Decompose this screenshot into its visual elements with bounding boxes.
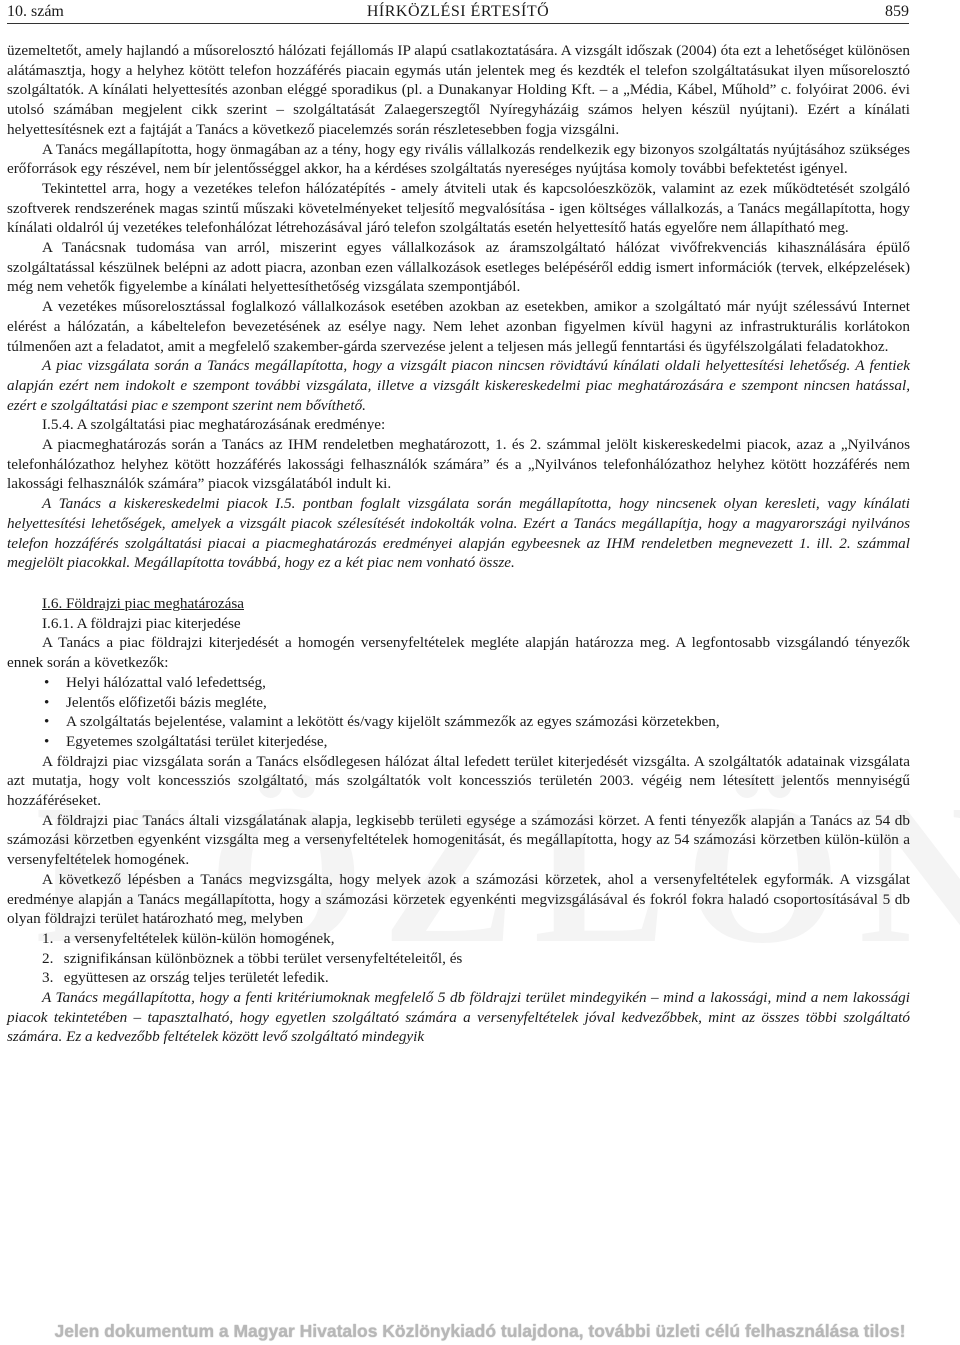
list-item-text: Egyetemes szolgáltatási terület kiterjedése, (66, 732, 328, 750)
paragraph: A Tanács a piac földrajzi kiterjedését a homogén versenyfeltételek megléte alapján határozza meg. A legfontosabb vizsgálandó tényezők ennek során a következők: (7, 634, 910, 672)
copyright-footer: Jelen dokumentum a Magyar Hivatalos Közlönykiadó tulajdona, további üzleti célú felhasználása tilos! (54, 1321, 906, 1341)
list-item-text: Helyi hálózattal való lefedettség, (66, 673, 266, 691)
list-item-text: a versenyfeltételek külön-külön homogének, (63, 929, 335, 947)
numbered-list (7, 929, 910, 988)
bullet-list (7, 673, 910, 752)
paragraph: A vezetékes műsorelosztással foglalkozó vállalkozások esetében azokban az esetekben, amikor a szolgáltató már nyújt szélessávú Internet elérést a hálózatán, a kábeltelefon bevezetésének az esélye nagy. Nem lehet azonban figyelmen kívül hagyni az infrastrukturális korlátokon túlmenően azt a feladatot, amit a megfelelő szakember-gárda szervezése jelent a teljesen más jellegű fenntartási és ügyfélszolgálati feladatokhoz. (7, 298, 910, 355)
list-item (7, 673, 910, 693)
page-header (7, 2, 909, 24)
list-number: 2. (42, 949, 54, 967)
list-item (7, 929, 910, 949)
page-number: 859 (885, 3, 909, 20)
paragraph: Tekintettel arra, hogy a vezetékes telefon hálózatépítés - amely átviteli utak és kapcsolóeszközök, valamint az ezek működtetését szolgáló szoftverek rendszerének magas szintű műszaki követelményeket teljesítő megvalósítása - igen költséges vállalkozás, a Tanács megállapította, hogy kínálati oldalról új vezetékes telefonhálózat létrehozásával járó telefon szolgáltatás esetén helyettesítő hatás egyelőre nem állapítható meg. (7, 179, 910, 237)
section-heading: I.6. Földrajzi piac meghatározása (42, 594, 244, 612)
italic-paragraph: A Tanács a kiskereskedelmi piacok I.5. pontban foglalt vizsgálata során megállapította, hogy nincsenek olyan keresleti, vagy kínálati helyettesítési lehetőségek, amelyek a vizsgált piacok szélesítését indokolták volna. Ezért a Tanács megállapítja, hogy a magyarországi nyilvános telefon hozzáférés szolgáltatási piacai a piacmeghatározás eredményei alapján egybeesnek az IHM rendeletben megnevezett 1. ill. 2. számmal megjelölt piacokkal. Megállapította továbbá, hogy ez a két piac nem vonható össze. (7, 495, 910, 572)
list-number: 1. (42, 929, 54, 947)
journal-title: HÍRKÖZLÉSI ÉRTESÍTŐ (366, 3, 550, 20)
list-item (7, 732, 910, 752)
list-item-text: A szolgáltatás bejelentése, valamint a lekötött és/vagy kijelölt számmezők az egyes számozási körzetekben, (66, 713, 720, 731)
document-body (7, 41, 910, 1047)
issue-number: 10. szám (7, 3, 64, 20)
paragraph: A földrajzi piac Tanács általi vizsgálatának alapja, legkisebb területi egysége a számozási körzet. A fenti tényezők alapján a Tanács az 54 db számozási körzetben egyenként vizsgálta meg a versenyfeltételek homogenitását, és megállapította, hogy az 54 számozási körzetben külön-külön a versenyfeltételek homogének. (7, 811, 910, 869)
subsection-heading: I.6.1. A földrajzi piac kiterjedése (42, 614, 241, 632)
list-item-text: Jelentős előfizetői bázis megléte, (66, 693, 267, 711)
spacer (7, 573, 910, 594)
paragraph: üzemeltetőt, amely hajlandó a műsorelosztó hálózati fejállomás IP alapú csatlakoztatására. A vizsgált időszak (2004) óta ezt a lehetőséget különösen alátámasztja, hogy a helyhez kötött telefon hozzáférés piacain egymás után jelentek meg és kezdték el telefon szolgáltatásukat ilyen műsorelosztó szolgáltatók. A kínálati helyettesítés azonban eléggé sporadikus (pl. a Dunakanyar Holding Kft. – a „Média, Kábel, Műhold” c. folyóirat 2006. évi utolsó számában megjelent cikk szerint – szolgáltatását Zalaegerszegtől Nyíregyházáig számos helyen készül nyújtani). Ezért a kínálati helyettesítésnek ezt a fajtáját a Tanács a következő piacelemzés során részletesebben fogja vizsgálni. (7, 42, 910, 138)
header-divider (7, 23, 909, 24)
paragraph: A földrajzi piac vizsgálata során a Tanács elsődlegesen hálózat által lefedett terület kiterjedését vizsgálta. A szolgáltatók adatainak vizsgálata azt mutatja, hogy volt koncessziós szolgáltató, más szolgáltatók volt koncessziós területén 2003. végéig nem létesített jelentős mennyiségű hozzáféréseket. (7, 752, 910, 810)
list-item (7, 693, 910, 713)
paragraph: A piacmeghatározás során a Tanács az IHM rendeletben meghatározott, 1. és 2. számmal jelölt kiskereskedelmi piacok, azaz a „Nyilvános telefonhálózathoz helyhez kötött hozzáférés lakossági felhasználók számára” és a „Nyilvános telefonhálózathoz helyhez kötött hozzáférés nem lakossági felhasználók számára” piacok vizsgálatából indult ki. (7, 436, 910, 493)
italic-paragraph: A Tanács megállapította, hogy a fenti kritériumoknak megfelelő 5 db földrajzi terület mindegyikén – mind a lakossági, mind a nem lakossági piacok tekintetében – tapasztalható, hogy egyetlen szolgáltató számára a versenyfeltételek jóval kedvezőbbek, mint az összes többi szolgáltató számára. Ez a kedvezőbb feltételek között levő szolgáltató mindegyik (7, 989, 910, 1046)
italic-paragraph: A piac vizsgálata során a Tanács megállapította, hogy a vizsgált piacon nincsen rövidtávú kínálati oldali helyettesítési lehetőség. A fentiek alapján ezért nem indokolt e szempont további vizsgálata, illetve a vizsgált kiskereskedelmi piac meghatározására e szempont nincsen hatással, ezért e szolgáltatási piac e szempont szerint nem bővíthető. (7, 357, 910, 414)
paragraph: A Tanács megállapította, hogy önmagában az a tény, hogy egy rivális vállalkozás rendelkezik egy bizonyos szolgáltatás nyújtásához szükséges erőforrások egy részével, nem bír jelentősséggel akkor, ha a kérdéses szolgáltatás nyereséges nyújtása komoly további befektetést igényel. (7, 140, 910, 178)
subsection-heading: I.5.4. A szolgáltatási piac meghatározásának eredménye: (42, 416, 386, 434)
list-item (7, 712, 910, 732)
list-item-text: szignifikánsan különböznek a többi terület versenyfeltételeitől, és (63, 949, 463, 967)
list-item-text: együttesen az ország teljes területét lefedik. (63, 969, 329, 987)
list-item (7, 949, 910, 969)
list-item (7, 968, 910, 988)
paragraph: A következő lépésben a Tanács megvizsgálta, hogy melyek azok a számozási körzetek, ahol a versenyfeltételek egyformák. A vizsgálat eredménye alapján a Tanács megállapította, hogy a számozási körzetek egyenkénti megvizsgálásával és fokról fokra haladó csoportosításával 5 db olyan földrajzi terület határozható meg, melyben (7, 870, 910, 928)
paragraph: A Tanácsnak tudomása van arról, miszerint egyes vállalkozások az áramszolgáltató hálózat vivőfrekvenciás kihasználására épülő szolgáltatással készülnek belépni az adott piacra, azonban ezen vállalkozások esetleges belépéséről eddig ismert információk (tervek, elképzelések) még nem vehetők figyelembe a kínálati helyettesíthetőség vizsgálata szempontjából. (7, 239, 910, 296)
list-number: 3. (42, 969, 54, 987)
